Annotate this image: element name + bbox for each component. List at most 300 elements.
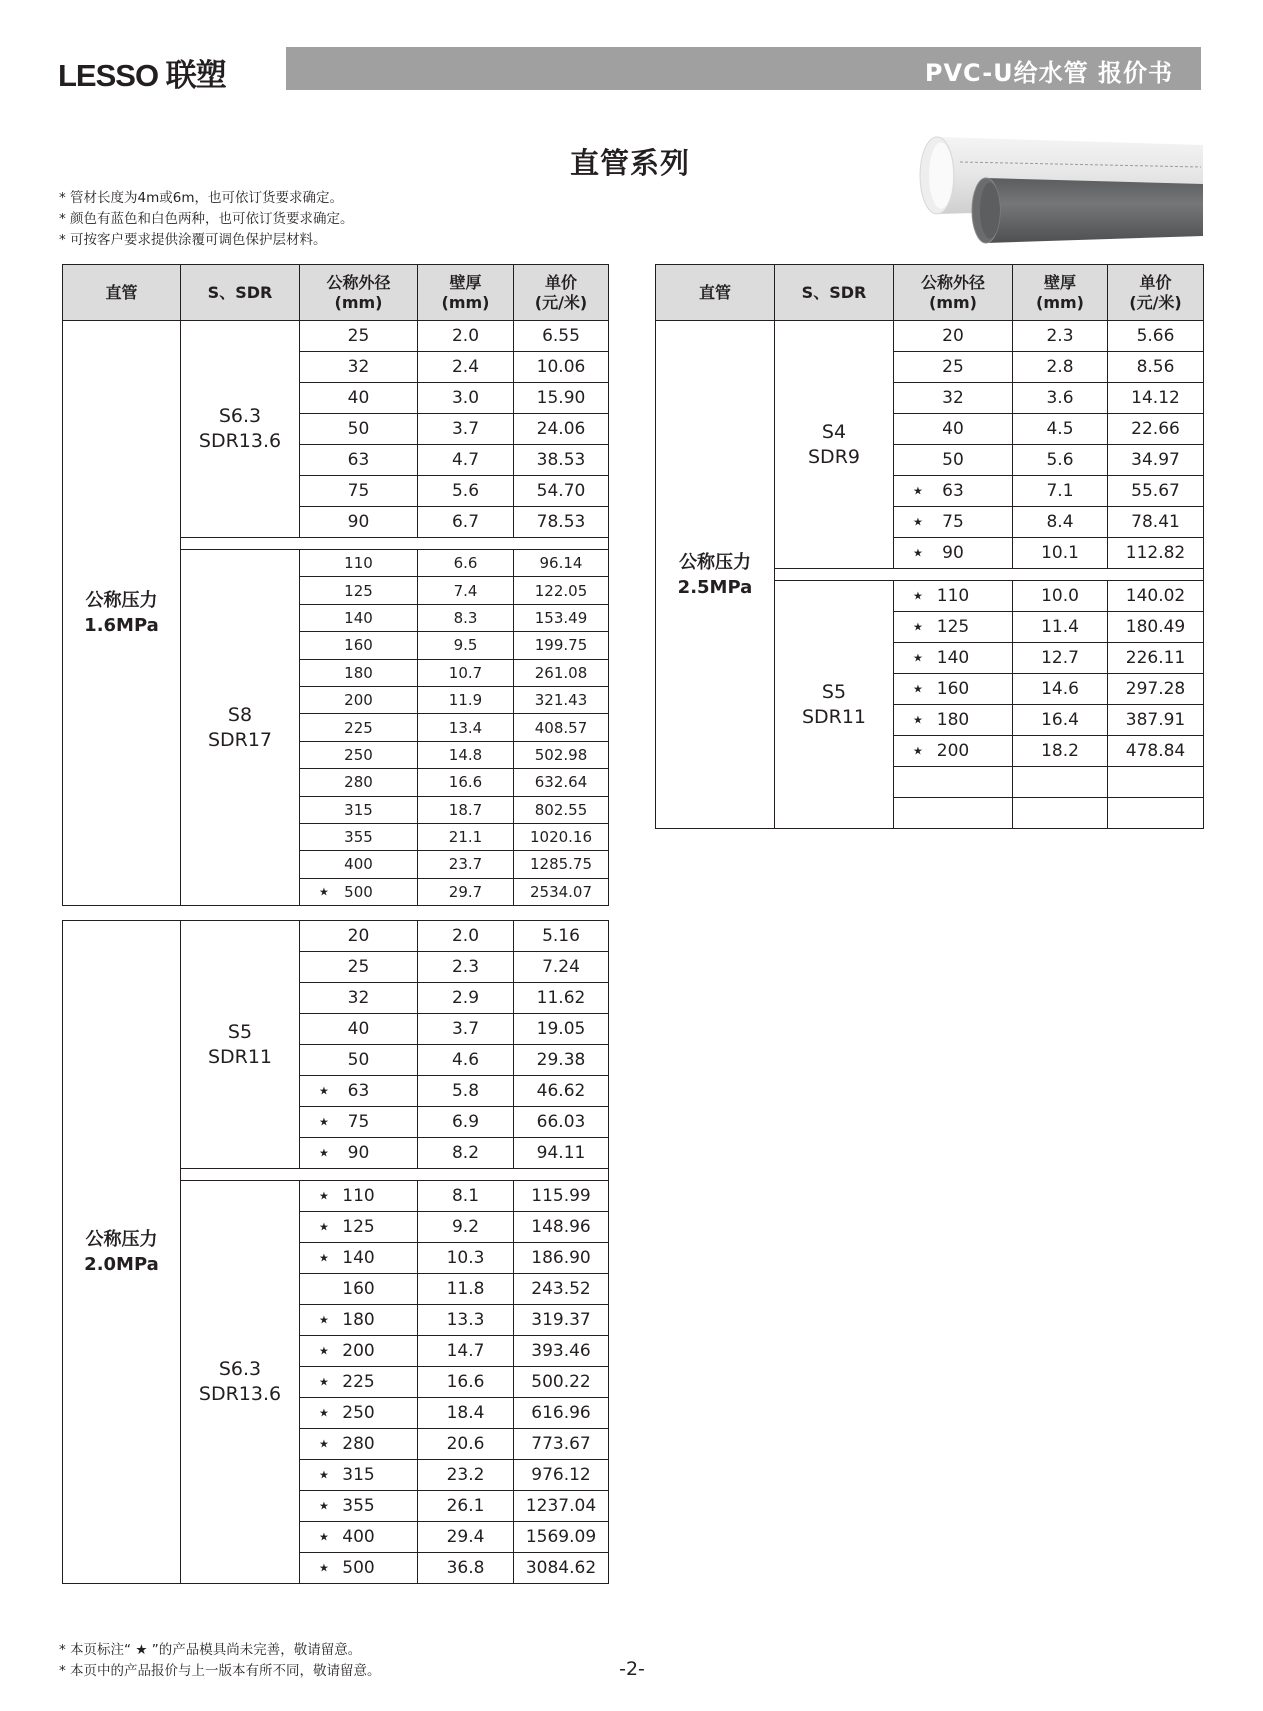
table-header-row — [63, 265, 609, 321]
header-type: 直管 — [656, 265, 775, 321]
wall-thickness-cell: 12.7 — [1013, 643, 1108, 674]
outer-diameter-cell — [300, 1212, 418, 1243]
outer-diameter-cell — [300, 686, 418, 713]
outer-diameter-cell — [300, 1138, 418, 1169]
outer-diameter-cell — [300, 550, 418, 577]
unit-price-cell: 408.57 — [514, 714, 609, 741]
header-wall-label: 壁厚 — [449, 272, 482, 292]
table-row — [63, 321, 609, 352]
header-outer-diameter — [300, 265, 418, 321]
outer-diameter-cell — [300, 1491, 418, 1522]
series-sdr: SDR9 — [808, 445, 860, 468]
unit-price-cell: 7.24 — [514, 952, 609, 983]
wall-thickness-cell: 16.6 — [418, 1367, 514, 1398]
star-icon: ★ — [319, 1437, 329, 1451]
unit-price-cell: 393.46 — [514, 1336, 609, 1367]
star-icon: ★ — [319, 1251, 329, 1265]
outer-diameter-value: 25 — [942, 357, 964, 377]
wall-thickness-cell: 29.7 — [418, 878, 514, 905]
outer-diameter-value: 110 — [344, 554, 373, 573]
outer-diameter-cell — [300, 1181, 418, 1212]
unit-price-cell: 3084.62 — [514, 1553, 609, 1584]
outer-diameter-value: 160 — [342, 1279, 375, 1299]
star-icon: ★ — [319, 1220, 329, 1234]
outer-diameter-cell — [300, 952, 418, 983]
series-s: S5 — [821, 680, 847, 703]
unit-price-cell: 1237.04 — [514, 1491, 609, 1522]
outer-diameter-value: 110 — [936, 586, 970, 606]
header-wall-unit: (mm) — [441, 292, 490, 312]
header-od-label: 公称外径 — [326, 272, 391, 292]
unit-price-cell — [1108, 798, 1204, 829]
header-outer-diameter — [894, 265, 1013, 321]
wall-thickness-cell: 13.3 — [418, 1305, 514, 1336]
outer-diameter-value: 25 — [347, 326, 370, 346]
unit-price-cell: 261.08 — [514, 659, 609, 686]
series-s: S6.3 — [218, 405, 262, 427]
star-icon: ★ — [319, 1313, 329, 1327]
outer-diameter-cell — [894, 538, 1013, 569]
outer-diameter-value: 280 — [342, 1434, 375, 1454]
outer-diameter-cell — [894, 705, 1013, 736]
outer-diameter-value: 140 — [936, 648, 970, 668]
footnote-item: * 本页中的产品报价与上一版本有所不同，敬请留意。 — [59, 1663, 381, 1679]
unit-price-cell: 478.84 — [1108, 736, 1204, 767]
table-header-row — [656, 265, 1204, 321]
star-icon: ★ — [319, 1561, 329, 1575]
outer-diameter-value: 315 — [342, 1465, 375, 1485]
outer-diameter-cell — [300, 414, 418, 445]
unit-price-cell: 148.96 — [514, 1212, 609, 1243]
wall-thickness-cell: 2.9 — [418, 983, 514, 1014]
star-icon: ★ — [913, 515, 923, 529]
wall-thickness-cell: 8.1 — [418, 1181, 514, 1212]
unit-price-cell — [1108, 767, 1204, 798]
outer-diameter-value: 400 — [344, 855, 373, 874]
outer-diameter-cell — [300, 851, 418, 878]
wall-thickness-cell: 9.5 — [418, 632, 514, 659]
outer-diameter-cell — [300, 741, 418, 768]
header-bar — [286, 47, 1201, 90]
outer-diameter-cell — [300, 445, 418, 476]
star-icon: ★ — [319, 1375, 329, 1389]
outer-diameter-cell — [300, 1274, 418, 1305]
wall-thickness-cell: 11.4 — [1013, 612, 1108, 643]
unit-price-cell: 15.90 — [514, 383, 609, 414]
outer-diameter-cell — [300, 769, 418, 796]
wall-thickness-cell: 3.7 — [418, 1014, 514, 1045]
outer-diameter-value: 400 — [342, 1527, 375, 1547]
wall-thickness-cell: 4.5 — [1013, 414, 1108, 445]
star-icon: ★ — [913, 546, 923, 560]
unit-price-cell: 54.70 — [514, 476, 609, 507]
wall-thickness-cell: 14.7 — [418, 1336, 514, 1367]
outer-diameter-value: 40 — [942, 419, 964, 439]
wall-thickness-cell: 7.4 — [418, 577, 514, 604]
series-sdr: SDR13.6 — [198, 430, 282, 452]
wall-thickness-cell: 14.8 — [418, 741, 514, 768]
outer-diameter-value: 250 — [344, 745, 373, 764]
outer-diameter-cell — [300, 321, 418, 352]
outer-diameter-cell — [300, 632, 418, 659]
wall-thickness-cell: 2.3 — [1013, 321, 1108, 352]
star-icon: ★ — [319, 1468, 329, 1482]
unit-price-cell: 616.96 — [514, 1398, 609, 1429]
wall-thickness-cell: 3.6 — [1013, 383, 1108, 414]
outer-diameter-cell — [300, 1553, 418, 1584]
note-item: * 颜色有蓝色和白色两种，也可依订货要求确定。 — [59, 211, 354, 227]
wall-thickness-cell: 36.8 — [418, 1553, 514, 1584]
unit-price-cell: 140.02 — [1108, 581, 1204, 612]
outer-diameter-cell — [894, 736, 1013, 767]
header-wall-label: 壁厚 — [1043, 272, 1076, 292]
outer-diameter-cell — [300, 577, 418, 604]
outer-diameter-value: 40 — [347, 1019, 370, 1039]
outer-diameter-value: 180 — [344, 663, 373, 682]
star-icon: ★ — [319, 1344, 329, 1358]
wall-thickness-cell: 2.4 — [418, 352, 514, 383]
unit-price-cell: 94.11 — [514, 1138, 609, 1169]
outer-diameter-cell — [300, 1367, 418, 1398]
unit-price-cell: 2534.07 — [514, 878, 609, 905]
wall-thickness-cell: 23.2 — [418, 1460, 514, 1491]
outer-diameter-cell — [300, 1045, 418, 1076]
note-item: * 可按客户要求提供涂覆可调色保护层材料。 — [59, 232, 327, 248]
pressure-rating-cell — [63, 921, 181, 1584]
unit-price-cell: 19.05 — [514, 1014, 609, 1045]
outer-diameter-cell — [300, 352, 418, 383]
outer-diameter-value: 200 — [344, 691, 373, 710]
pvc-pipes-photo-icon — [915, 132, 1205, 247]
wall-thickness-cell: 18.7 — [418, 796, 514, 823]
wall-thickness-cell: 4.7 — [418, 445, 514, 476]
wall-thickness-cell: 20.6 — [418, 1429, 514, 1460]
header-wall-thickness — [1013, 265, 1108, 321]
series-sdr: SDR17 — [207, 728, 273, 751]
outer-diameter-cell — [300, 1429, 418, 1460]
unit-price-cell: 22.66 — [1108, 414, 1204, 445]
wall-thickness-cell: 3.0 — [418, 383, 514, 414]
wall-thickness-cell — [1013, 798, 1108, 829]
wall-thickness-cell: 16.4 — [1013, 705, 1108, 736]
star-icon: ★ — [913, 484, 923, 498]
outer-diameter-cell — [300, 714, 418, 741]
star-icon: ★ — [319, 1115, 329, 1129]
outer-diameter-value: 63 — [942, 481, 964, 501]
outer-diameter-value: 160 — [936, 679, 970, 699]
unit-price-cell: 115.99 — [514, 1181, 609, 1212]
wall-thickness-cell: 9.2 — [418, 1212, 514, 1243]
sdr-class-cell — [181, 321, 300, 538]
wall-thickness-cell: 14.6 — [1013, 674, 1108, 705]
header-od-label: 公称外径 — [920, 272, 985, 292]
unit-price-cell: 500.22 — [514, 1367, 609, 1398]
outer-diameter-value: 32 — [942, 388, 964, 408]
wall-thickness-cell: 16.6 — [418, 769, 514, 796]
header-price-unit: (元/米) — [534, 292, 588, 312]
outer-diameter-cell — [300, 1305, 418, 1336]
wall-thickness-cell: 8.3 — [418, 604, 514, 631]
outer-diameter-cell — [894, 321, 1013, 352]
outer-diameter-value: 125 — [342, 1217, 375, 1237]
wall-thickness-cell: 18.4 — [418, 1398, 514, 1429]
wall-thickness-cell: 6.6 — [418, 550, 514, 577]
star-icon: ★ — [319, 1530, 329, 1544]
unit-price-cell: 112.82 — [1108, 538, 1204, 569]
group-spacer — [181, 1169, 609, 1181]
sdr-class-cell — [775, 321, 894, 569]
unit-price-cell: 186.90 — [514, 1243, 609, 1274]
page-number: -2- — [619, 1658, 645, 1680]
wall-thickness-cell: 2.0 — [418, 321, 514, 352]
outer-diameter-value: 32 — [347, 357, 370, 377]
unit-price-cell: 773.67 — [514, 1429, 609, 1460]
outer-diameter-cell — [300, 1460, 418, 1491]
outer-diameter-cell — [894, 476, 1013, 507]
outer-diameter-value: 355 — [342, 1496, 375, 1516]
price-table-1-6mpa — [62, 264, 609, 906]
outer-diameter-value: 125 — [936, 617, 970, 637]
outer-diameter-value: 200 — [342, 1341, 375, 1361]
header-price-label: 单价 — [544, 272, 577, 292]
header-price-label: 单价 — [1139, 272, 1172, 292]
unit-price-cell: 14.12 — [1108, 383, 1204, 414]
star-icon: ★ — [913, 744, 923, 758]
pressure-rating-cell — [656, 321, 775, 829]
outer-diameter-value: 40 — [347, 388, 370, 408]
wall-thickness-cell: 10.0 — [1013, 581, 1108, 612]
star-icon: ★ — [319, 1146, 329, 1160]
unit-price-cell: 502.98 — [514, 741, 609, 768]
header-unit-price — [1108, 265, 1204, 321]
unit-price-cell: 243.52 — [514, 1274, 609, 1305]
outer-diameter-value: 75 — [347, 481, 370, 501]
star-icon: ★ — [913, 713, 923, 727]
unit-price-cell: 11.62 — [514, 983, 609, 1014]
outer-diameter-value: 225 — [344, 718, 373, 737]
outer-diameter-value: 90 — [347, 1143, 370, 1163]
outer-diameter-cell — [894, 643, 1013, 674]
unit-price-cell: 1020.16 — [514, 823, 609, 850]
outer-diameter-value: 160 — [344, 636, 373, 655]
outer-diameter-value: 125 — [344, 581, 373, 600]
group-spacer — [181, 538, 609, 550]
unit-price-cell: 5.16 — [514, 921, 609, 952]
wall-thickness-cell: 6.9 — [418, 1107, 514, 1138]
outer-diameter-value: 500 — [344, 882, 373, 901]
outer-diameter-cell — [300, 507, 418, 538]
pressure-value: 2.5MPa — [677, 576, 753, 598]
unit-price-cell: 321.43 — [514, 686, 609, 713]
unit-price-cell: 78.53 — [514, 507, 609, 538]
group-spacer — [775, 569, 1204, 581]
star-icon: ★ — [913, 682, 923, 696]
series-s: S5 — [227, 1020, 253, 1043]
series-sdr: SDR13.6 — [198, 1383, 282, 1405]
wall-thickness-cell — [1013, 767, 1108, 798]
wall-thickness-cell: 10.3 — [418, 1243, 514, 1274]
unit-price-cell: 96.14 — [514, 550, 609, 577]
header-type: 直管 — [63, 265, 181, 321]
outer-diameter-value: 20 — [347, 926, 370, 946]
pressure-value: 1.6MPa — [84, 615, 159, 637]
unit-price-cell: 6.55 — [514, 321, 609, 352]
wall-thickness-cell: 5.6 — [418, 476, 514, 507]
outer-diameter-cell — [894, 414, 1013, 445]
wall-thickness-cell: 13.4 — [418, 714, 514, 741]
outer-diameter-cell — [300, 659, 418, 686]
notes — [59, 188, 354, 251]
outer-diameter-cell — [300, 1076, 418, 1107]
outer-diameter-value: 140 — [342, 1248, 375, 1268]
header-price-unit: (元/米) — [1129, 292, 1182, 312]
series-s: S8 — [227, 703, 253, 726]
unit-price-cell: 153.49 — [514, 604, 609, 631]
pressure-label: 公称压力 — [85, 1229, 158, 1250]
unit-price-cell: 319.37 — [514, 1305, 609, 1336]
outer-diameter-value: 140 — [344, 608, 373, 627]
outer-diameter-cell — [300, 383, 418, 414]
outer-diameter-cell — [300, 1398, 418, 1429]
unit-price-cell: 8.56 — [1108, 352, 1204, 383]
outer-diameter-value: 50 — [347, 419, 370, 439]
wall-thickness-cell: 23.7 — [418, 851, 514, 878]
outer-diameter-value: 200 — [936, 741, 970, 761]
price-table-2-5mpa — [655, 264, 1204, 829]
outer-diameter-value: 250 — [342, 1403, 375, 1423]
outer-diameter-cell — [894, 445, 1013, 476]
outer-diameter-value: 180 — [936, 710, 970, 730]
wall-thickness-cell: 10.1 — [1013, 538, 1108, 569]
header-wall-thickness — [418, 265, 514, 321]
sdr-class-cell — [181, 921, 300, 1169]
outer-diameter-cell — [300, 1014, 418, 1045]
outer-diameter-value: 355 — [344, 828, 373, 847]
outer-diameter-value: 50 — [942, 450, 964, 470]
outer-diameter-cell — [894, 352, 1013, 383]
star-icon: ★ — [319, 885, 329, 899]
header-od-unit: (mm) — [334, 292, 383, 312]
footnote-item: * 本页标注“ ★ ”的产品模具尚未完善，敬请留意。 — [59, 1642, 362, 1658]
outer-diameter-cell — [300, 921, 418, 952]
unit-price-cell: 180.49 — [1108, 612, 1204, 643]
outer-diameter-cell — [300, 823, 418, 850]
wall-thickness-cell: 6.7 — [418, 507, 514, 538]
unit-price-cell: 24.06 — [514, 414, 609, 445]
unit-price-cell: 226.11 — [1108, 643, 1204, 674]
series-s: S6.3 — [218, 1358, 262, 1380]
outer-diameter-cell — [300, 983, 418, 1014]
outer-diameter-cell — [300, 796, 418, 823]
star-icon: ★ — [319, 1406, 329, 1420]
wall-thickness-cell: 26.1 — [418, 1491, 514, 1522]
wall-thickness-cell: 2.8 — [1013, 352, 1108, 383]
wall-thickness-cell: 29.4 — [418, 1522, 514, 1553]
wall-thickness-cell: 18.2 — [1013, 736, 1108, 767]
wall-thickness-cell: 4.6 — [418, 1045, 514, 1076]
unit-price-cell: 802.55 — [514, 796, 609, 823]
lesso-logo: LESSO 联塑 — [58, 58, 226, 93]
outer-diameter-value: 90 — [942, 543, 964, 563]
outer-diameter-value: 110 — [342, 1186, 375, 1206]
outer-diameter-cell — [300, 878, 418, 905]
star-icon: ★ — [319, 1084, 329, 1098]
outer-diameter-cell — [894, 507, 1013, 538]
wall-thickness-cell: 3.7 — [418, 414, 514, 445]
pressure-value: 2.0MPa — [84, 1254, 159, 1275]
wall-thickness-cell: 5.6 — [1013, 445, 1108, 476]
star-icon: ★ — [319, 1189, 329, 1203]
page-title: 直管系列 — [569, 146, 690, 180]
sdr-class-cell — [181, 1181, 300, 1584]
table-row — [656, 321, 1204, 352]
wall-thickness-cell: 2.3 — [418, 952, 514, 983]
outer-diameter-value: 20 — [942, 326, 964, 346]
outer-diameter-value: 63 — [347, 450, 370, 470]
document-title: PVC-U给水管 报价书 — [924, 59, 1173, 87]
unit-price-cell: 66.03 — [514, 1107, 609, 1138]
price-table-2-0mpa — [62, 920, 609, 1584]
star-icon: ★ — [913, 589, 923, 603]
wall-thickness-cell: 7.1 — [1013, 476, 1108, 507]
wall-thickness-cell: 10.7 — [418, 659, 514, 686]
unit-price-cell: 78.41 — [1108, 507, 1204, 538]
unit-price-cell: 5.66 — [1108, 321, 1204, 352]
outer-diameter-value: 315 — [344, 800, 373, 819]
header-wall-unit: (mm) — [1036, 292, 1084, 312]
outer-diameter-cell — [300, 1243, 418, 1274]
outer-diameter-cell — [300, 604, 418, 631]
outer-diameter-value: 225 — [342, 1372, 375, 1392]
outer-diameter-value: 500 — [342, 1558, 375, 1578]
outer-diameter-cell — [894, 767, 1013, 798]
pressure-label: 公称压力 — [85, 590, 158, 612]
table-row — [63, 921, 609, 952]
unit-price-cell: 1285.75 — [514, 851, 609, 878]
header-unit-price — [514, 265, 609, 321]
footnotes — [59, 1640, 381, 1682]
outer-diameter-value: 90 — [347, 512, 370, 532]
outer-diameter-value: 32 — [347, 988, 370, 1008]
wall-thickness-cell: 5.8 — [418, 1076, 514, 1107]
series-sdr: SDR11 — [801, 705, 867, 728]
outer-diameter-cell — [300, 1107, 418, 1138]
header-sdr: S、SDR — [181, 265, 300, 321]
unit-price-cell: 38.53 — [514, 445, 609, 476]
outer-diameter-cell — [300, 476, 418, 507]
pressure-rating-cell — [63, 321, 181, 906]
unit-price-cell: 387.91 — [1108, 705, 1204, 736]
outer-diameter-value: 180 — [342, 1310, 375, 1330]
sdr-class-cell — [181, 550, 300, 906]
outer-diameter-value: 63 — [347, 1081, 370, 1101]
wall-thickness-cell: 11.9 — [418, 686, 514, 713]
outer-diameter-value: 75 — [942, 512, 964, 532]
unit-price-cell: 1569.09 — [514, 1522, 609, 1553]
outer-diameter-value: 50 — [347, 1050, 370, 1070]
unit-price-cell: 10.06 — [514, 352, 609, 383]
unit-price-cell: 29.38 — [514, 1045, 609, 1076]
outer-diameter-cell — [894, 798, 1013, 829]
wall-thickness-cell: 21.1 — [418, 823, 514, 850]
wall-thickness-cell: 11.8 — [418, 1274, 514, 1305]
unit-price-cell: 297.28 — [1108, 674, 1204, 705]
unit-price-cell: 976.12 — [514, 1460, 609, 1491]
series-sdr: SDR11 — [207, 1045, 273, 1068]
series-s: S4 — [821, 420, 847, 443]
outer-diameter-cell — [300, 1522, 418, 1553]
wall-thickness-cell: 8.2 — [418, 1138, 514, 1169]
